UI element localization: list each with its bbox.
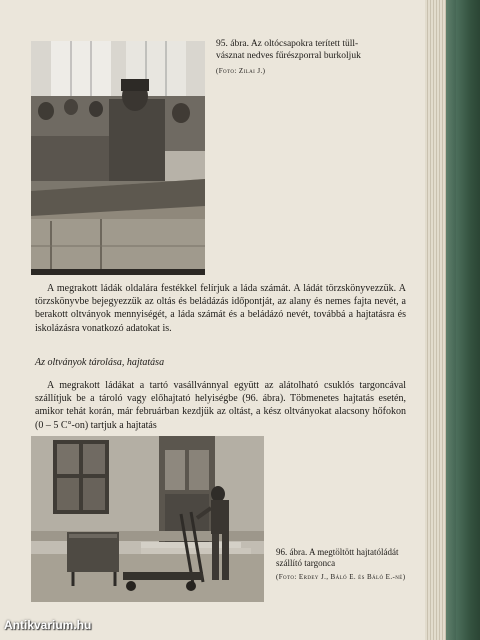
workshop-photo-image [31,41,205,275]
forklift-photo-image [31,436,264,602]
figure-96-caption-block [276,547,416,583]
figure-96-photo [31,436,264,602]
figure-95-photo [31,41,205,275]
paragraph-storage: A megrakott ládákat a tartó vasállvánnyal együtt az alátolható csuklós targoncával szállítjuk be a tároló vagy előhajtató helyiségbe (96. ábra). Töbmenetes hajtatás esetén, amikor tehát korán, már februárban kezdjük az oltást, a kész oltványokat alacsony hőfokon (0 – 5 C°-on) tartjuk a hajtatás [35,380,406,431]
figure-95-caption-block [216,38,386,77]
section-heading: Az oltványok tárolása, hajtatása [35,357,165,368]
watermark: Antikvarium.hu [4,618,92,632]
figure-95-credit: (Foto: Zilai J.) [216,67,266,75]
book-cover [456,0,480,640]
figure-96-caption: 96. ábra. A megtöltött hajtatóládát szállító targonca [276,547,399,568]
figure-95-caption: 95. ábra. Az oltócsapokra terített tüll-vásznat nedves fűrészporral burkoljuk [216,39,361,61]
figure-96-credit: (Foto: Erdey J., Báló E. és Báló E.-né) [276,573,406,581]
paragraph-crate-labeling: A megrakott ládák oldalára festékkel felírjuk a láda számát. A ládát törzskönyvezzük. A törzskönyvbe bejegyezzük az oltás és beládázás időpontját, az alany és nemes fajta nevét, a berakott oltványok mennyiségét, a láda számát és a beládázó nevét, továbbá a hajtatásra és iskolázásra vonatkozó adatokat is. [35,283,406,334]
